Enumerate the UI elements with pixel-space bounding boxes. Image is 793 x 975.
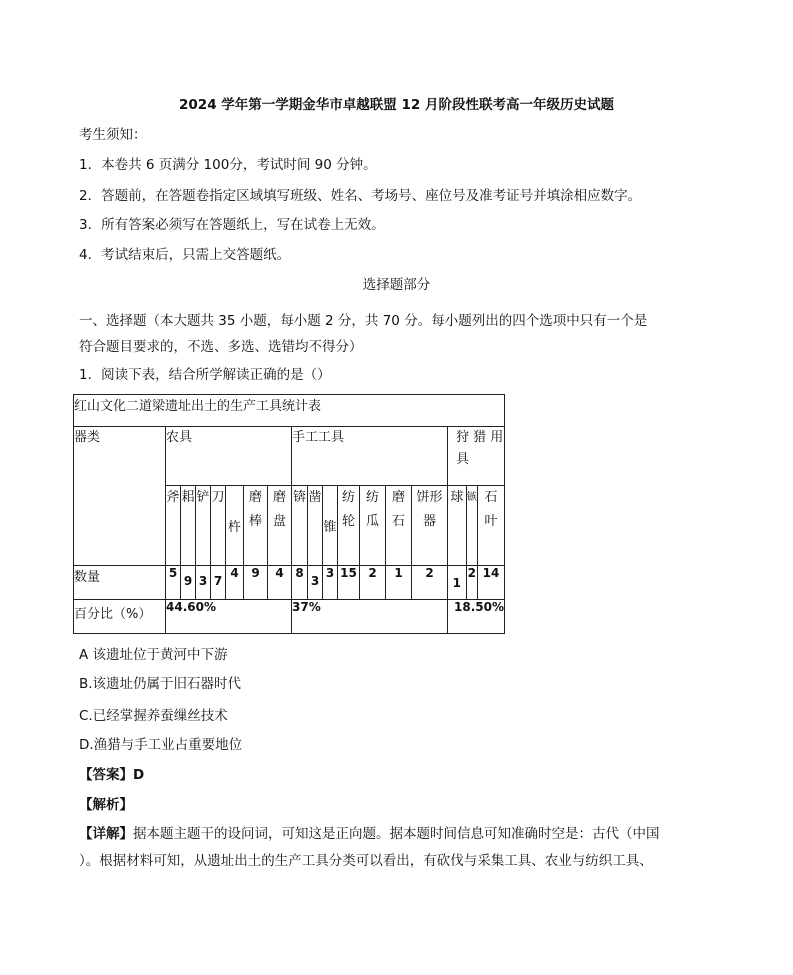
tool-name: 锛 (292, 486, 308, 566)
row-label-type: 器类 (74, 427, 166, 566)
option-d: D.渔猎与手工业占重要地位 (79, 737, 243, 753)
table-caption: 红山文化二道梁遗址出土的生产工具统计表 (74, 395, 505, 427)
row-label-percent: 百分比（%） (74, 600, 166, 634)
tool-name: 饼形器 (412, 486, 448, 566)
notice-item: 4．考试结束后，只需上交答题纸。 (79, 247, 291, 263)
tool-name: 锥 (323, 486, 338, 566)
percent-cell: 44.60% (166, 600, 292, 634)
answer-line (79, 766, 144, 784)
percent-cell: 37% (292, 600, 448, 634)
tool-name: 镞 (466, 486, 477, 566)
count-cell: 5 (166, 566, 181, 600)
count-cell: 2 (412, 566, 448, 600)
answer-value: D (133, 767, 145, 783)
group-header: 狩 猎 用具 (448, 427, 505, 486)
section-title: 选择题部分 (362, 277, 431, 293)
option-a: A 该遗址位于黄河中下游 (79, 647, 228, 663)
count-cell: 8 (292, 566, 308, 600)
tool-name: 杵 (226, 486, 244, 566)
notice-heading: 考生须知： (79, 127, 147, 143)
count-cell: 3 (308, 566, 323, 600)
count-cell: 2 (360, 566, 386, 600)
count-cell: 7 (211, 566, 226, 600)
tool-name: 耜 (181, 486, 196, 566)
question-stem: 1．阅读下表，结合所学解读正确的是（） (79, 367, 331, 383)
count-cell: 1 (386, 566, 412, 600)
percent-cell: 18.50% (448, 600, 505, 634)
row-label-count: 数量 (74, 566, 166, 600)
exam-title: 2024 学年第一学期金华市卓越联盟 12 月阶段性联考高一年级历史试题 (179, 97, 614, 113)
tool-name: 纺瓜 (360, 486, 386, 566)
detail-label: 【详解】 (79, 826, 133, 842)
count-cell: 14 (478, 566, 505, 600)
count-cell: 15 (338, 566, 360, 600)
tool-name: 凿 (308, 486, 323, 566)
notice-item: 2．答题前，在答题卷指定区域填写班级、姓名、考场号、座位号及准考证号并填涂相应数字。 (79, 188, 642, 204)
tool-name: 磨盘 (268, 486, 292, 566)
tool-name: 磨石 (386, 486, 412, 566)
tool-name: 刀 (211, 486, 226, 566)
count-cell: 9 (244, 566, 268, 600)
detail-line (79, 825, 660, 843)
tool-name: 纺轮 (338, 486, 360, 566)
group-header: 手工工具 (292, 427, 448, 486)
tool-statistics-table (73, 394, 505, 634)
tool-name: 斧 (166, 486, 181, 566)
instruction-line: 一、选择题（本大题共 35 小题，每小题 2 分，共 70 分。每小题列出的四个选项中只有一个是 (79, 313, 648, 329)
group-header: 农具 (166, 427, 292, 486)
notice-item: 3．所有答案必须写在答题纸上，写在试卷上无效。 (79, 217, 385, 233)
count-cell: 9 (181, 566, 196, 600)
tool-name: 石叶 (478, 486, 505, 566)
tool-name: 铲 (196, 486, 211, 566)
count-cell: 1 (448, 566, 467, 600)
option-b: B.该遗址仍属于旧石器时代 (79, 676, 242, 692)
tool-name: 球 (448, 486, 467, 566)
count-cell: 3 (323, 566, 338, 600)
count-cell: 4 (226, 566, 244, 600)
count-cell: 4 (268, 566, 292, 600)
count-cell: 3 (196, 566, 211, 600)
instruction-line: 符合题目要求的，不选、多选、选错均不得分） (79, 339, 363, 355)
notice-item: 1．本卷共 6 页满分 100分，考试时间 90 分钟。 (79, 157, 377, 173)
answer-label: 【答案】 (79, 767, 133, 783)
detail-text: 据本题主题干的设问词，可知这是正向题。据本题时间信息可知准确时空是：古代（中国 (133, 826, 660, 842)
count-cell: 2 (466, 566, 477, 600)
tool-name: 磨棒 (244, 486, 268, 566)
detail-line: ）。根据材料可知，从遗址出土的生产工具分类可以看出，有砍伐与采集工具、农业与纺织工具、 (79, 853, 653, 869)
option-c: C.已经掌握养蚕缫丝技术 (79, 708, 228, 724)
analysis-label: 【解析】 (79, 797, 133, 813)
